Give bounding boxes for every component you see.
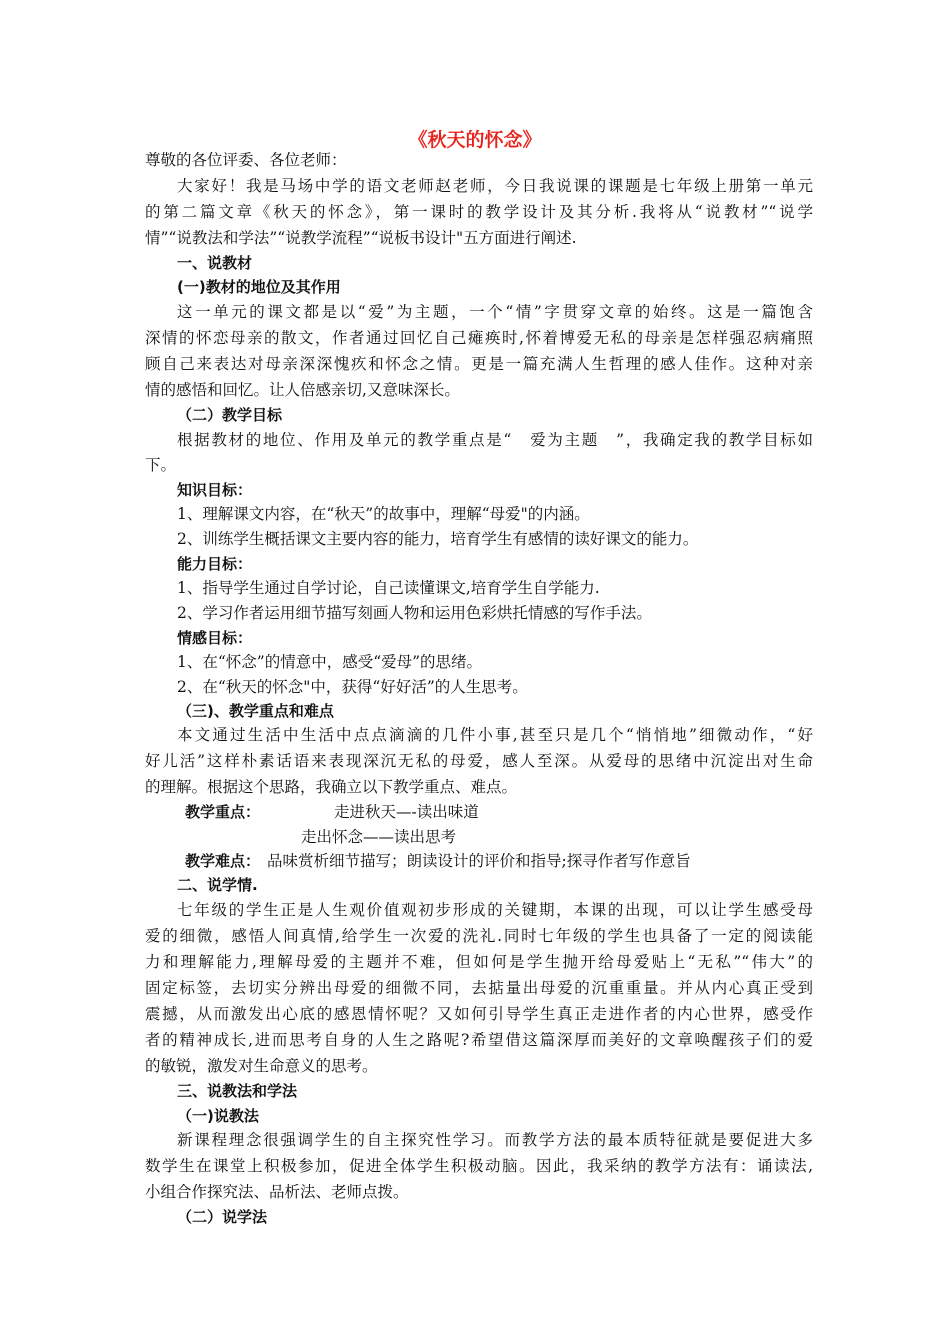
goal-item: 1、指导学生通过自学讨论，自己读懂课文,培育学生自学能力. <box>177 579 600 597</box>
paragraph-line: 力和理解能力,理解母爱的主题并不难，但如何是学生抛开给母爱贴上“无私”“伟大”的 <box>145 953 813 971</box>
goal-item: 1、在“怀念”的情意中，感受“爱母”的思绪。 <box>177 653 483 671</box>
paragraph-line: 情的感悟和回忆。让人倍感亲切,又意味深长。 <box>145 381 460 399</box>
paragraph-line: 七年级的学生正是人生观价值观初步形成的关键期，本课的出现，可以让学生感受母 <box>177 901 813 919</box>
subsection-heading: （一)说教法 <box>177 1107 259 1125</box>
intro-line: 的第二篇文章《秋天的怀念》，第一课时的教学设计及其分析.我将从“说教材”“说学 <box>145 203 813 221</box>
paragraph-line: 顾自己来表达对母亲深深愧疚和怀念之情。更是一篇充满人生哲理的感人佳作。这种对亲 <box>145 355 813 373</box>
paragraph-line: 小组合作探究法、品析法、老师点拨。 <box>145 1183 409 1201</box>
subsection-heading: (一)教材的地位及其作用 <box>177 278 341 296</box>
paragraph-line: 者的精神成长,进而思考自身的人生之路呢?希望借这篇深厚而美好的文章唤醒孩子们的爱 <box>145 1031 813 1049</box>
key-point-item: 走出怀念——读出思考 <box>301 828 457 846</box>
paragraph-line: 固定标签，去切实分辨出母爱的细微不同，去掂量出母爱的沉重重量。并从内心真正受到 <box>145 979 813 997</box>
paragraph-line: 的敏锐，激发对生命意义的思考。 <box>145 1057 378 1075</box>
paragraph-line: 爱的细微，感悟人间真情,给学生一次爱的洗礼.同时七年级的学生也具备了一定的阅读能 <box>145 927 813 945</box>
goal-item: 1、理解课文内容，在“秋天”的故事中，理解“母爱"的内涵。 <box>177 505 590 523</box>
subsection-heading: （三)、教学重点和难点 <box>177 702 334 720</box>
paragraph-line: 这一单元的课文都是以“爱”为主题，一个“情”字贯穿文章的始终。这是一篇饱含 <box>177 303 813 321</box>
key-point-item: 走进秋天—-读出味道 <box>334 803 479 821</box>
paragraph-line: 深情的怀恋母亲的散文，作者通过回忆自己瘫痪时,怀着博爱无私的母亲是怎样强忍病痛照 <box>145 329 813 347</box>
paragraph-line: 下。 <box>145 456 177 474</box>
goal-item: 2、训练学生概括课文主要内容的能力，培育学生有感情的读好课文的能力。 <box>177 530 699 548</box>
section-heading: 二、说学情. <box>177 876 258 894</box>
paragraph-line: 新课程理念很强调学生的自主探究性学习。而教学方法的最本质特征就是要促进大多 <box>177 1131 813 1149</box>
greeting: 尊敬的各位评委、各位老师： <box>145 151 347 169</box>
goal-item: 2、在“秋天的怀念"中，获得“好好活”的人生思考。 <box>177 678 528 696</box>
goal-item: 2、学习作者运用细节描写刻画人物和运用色彩烘托情感的写作手法。 <box>177 604 652 622</box>
paragraph-line: 本文通过生活中生活中点点滴滴的几件小事,甚至只是几个“悄悄地”细微动作，“好 <box>177 726 813 744</box>
subsection-heading: （二）说学法 <box>177 1208 268 1226</box>
paragraph-line: 根据教材的地位、作用及单元的教学重点是“ 爱为主题 ”，我确定我的教学目标如 <box>177 431 813 449</box>
goal-label: 情感目标： <box>177 629 253 647</box>
paragraph-line: 数学生在课堂上积极参加，促进全体学生积极动脑。因此，我采纳的教学方法有：诵读法, <box>145 1157 813 1175</box>
goal-label: 能力目标： <box>177 555 253 573</box>
paragraph-line: 震撼，从而激发出心底的感恩情怀呢？又如何引导学生真正走进作者的内心世界，感受作 <box>145 1005 813 1023</box>
document-title: 《秋天的怀念》 <box>408 129 542 151</box>
subsection-heading: （二）教学目标 <box>177 406 283 424</box>
key-point-label: 教学重点： <box>185 803 261 821</box>
intro-line: 大家好！我是马场中学的语文老师赵老师，今日我说课的课题是七年级上册第一单元 <box>177 177 813 195</box>
paragraph-line: 好儿活”这样朴素话语来表现深沉无私的母爱，感人至深。从爱母的思绪中沉淀出对生命 <box>145 752 813 770</box>
difficulty-label: 教学难点： <box>185 852 261 870</box>
paragraph-line: 的理解。根据这个思路，我确立以下教学重点、难点。 <box>145 778 518 796</box>
section-heading: 一、说教材 <box>177 254 253 272</box>
section-heading: 三、说教法和学法 <box>177 1082 298 1100</box>
goal-label: 知识目标： <box>177 481 253 499</box>
difficulty-text: 品味赏析细节描写；朗读设计的评价和指导;探寻作者写作意旨 <box>267 852 691 870</box>
intro-line: 情”“说教法和学法”“说教学流程”“说板书设计"五方面进行阐述. <box>145 229 577 247</box>
